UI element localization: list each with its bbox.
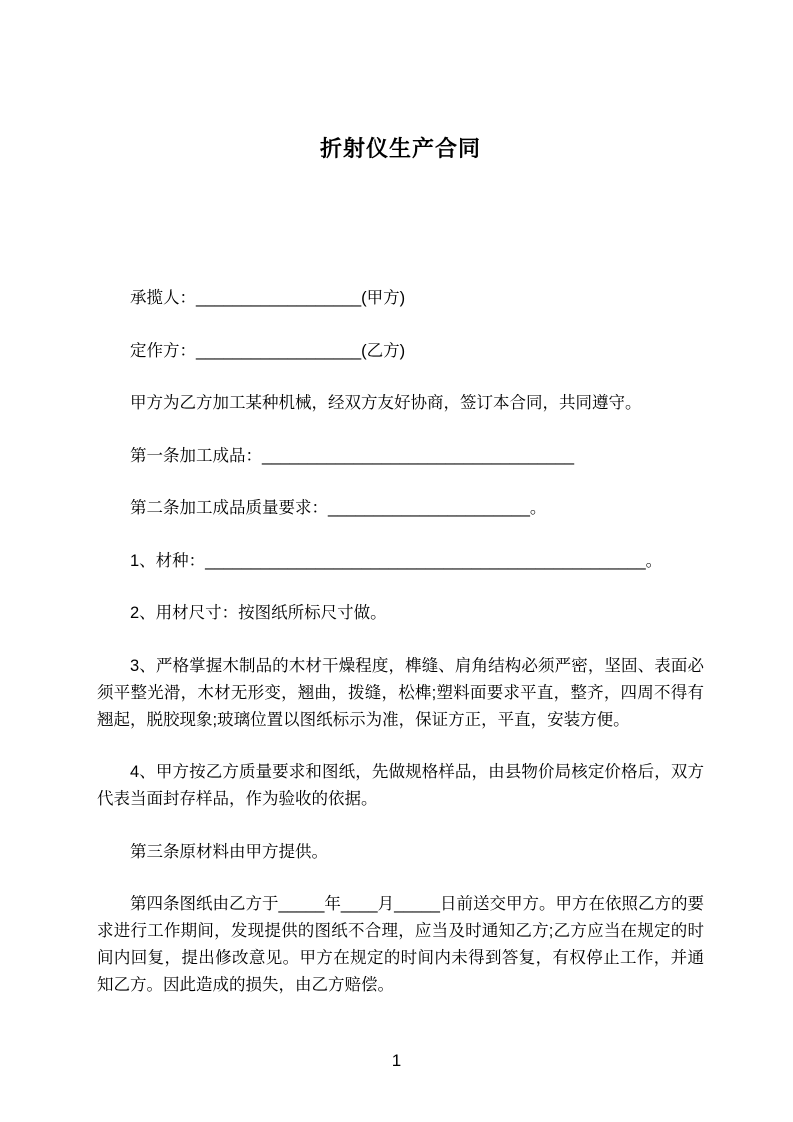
clause-2-item-2: 2、用材尺寸：按图纸所标尺寸做。 (130, 604, 387, 622)
party-a-line: 承揽人：__________________(甲方) (130, 289, 406, 307)
clause-2-line: 第二条加工成品质量要求：______________________。 (130, 499, 547, 517)
document-body (97, 0, 704, 999)
party-b-line: 定作方：__________________(乙方) (130, 341, 406, 360)
clause-3-line: 第三条原材料由甲方提供。 (130, 842, 328, 861)
clause-2-item-4: 4、甲方按乙方质量要求和图纸，先做规格样品，由县物价局核定价格后，双方代表当面封存样品，作为验收的依据。 (97, 763, 704, 808)
preamble-paragraph: 甲方为乙方加工某种机械，经双方友好协商，签订本合同，共同遵守。 (130, 394, 642, 412)
clause-2-item-3: 3、严格掌握木制品的木材干燥程度，榫缝、肩角结构必须严密，坚固、表面必须平整光滑，木材无形变，翘曲，拨缝，松榫;塑料面要求平直，整齐，四周不得有翘起，脱胶现象;玻璃位置以图纸标示为准，保证方正，平直，安装方便。 (97, 656, 704, 729)
clause-2-item-1: 1、材种：________________________________________________。 (130, 551, 663, 570)
page-number: 1 (391, 1051, 402, 1070)
document-title: 折射仪生产合同 (319, 136, 481, 161)
clause-1-line: 第一条加工成品：__________________________________ (130, 446, 575, 465)
clause-4-paragraph: 第四条图纸由乙方于_____年____月_____日前送交甲方。甲方在依照乙方的要求进行工作期间，发现提供的图纸不合理，应当及时通知乙方;乙方应当在规定的时间内回复，提出修改意见。甲方在规定的时间内未得到答复，有权停止工作，并通知乙方。因此造成的损失，由乙方赔偿。 (97, 895, 704, 994)
